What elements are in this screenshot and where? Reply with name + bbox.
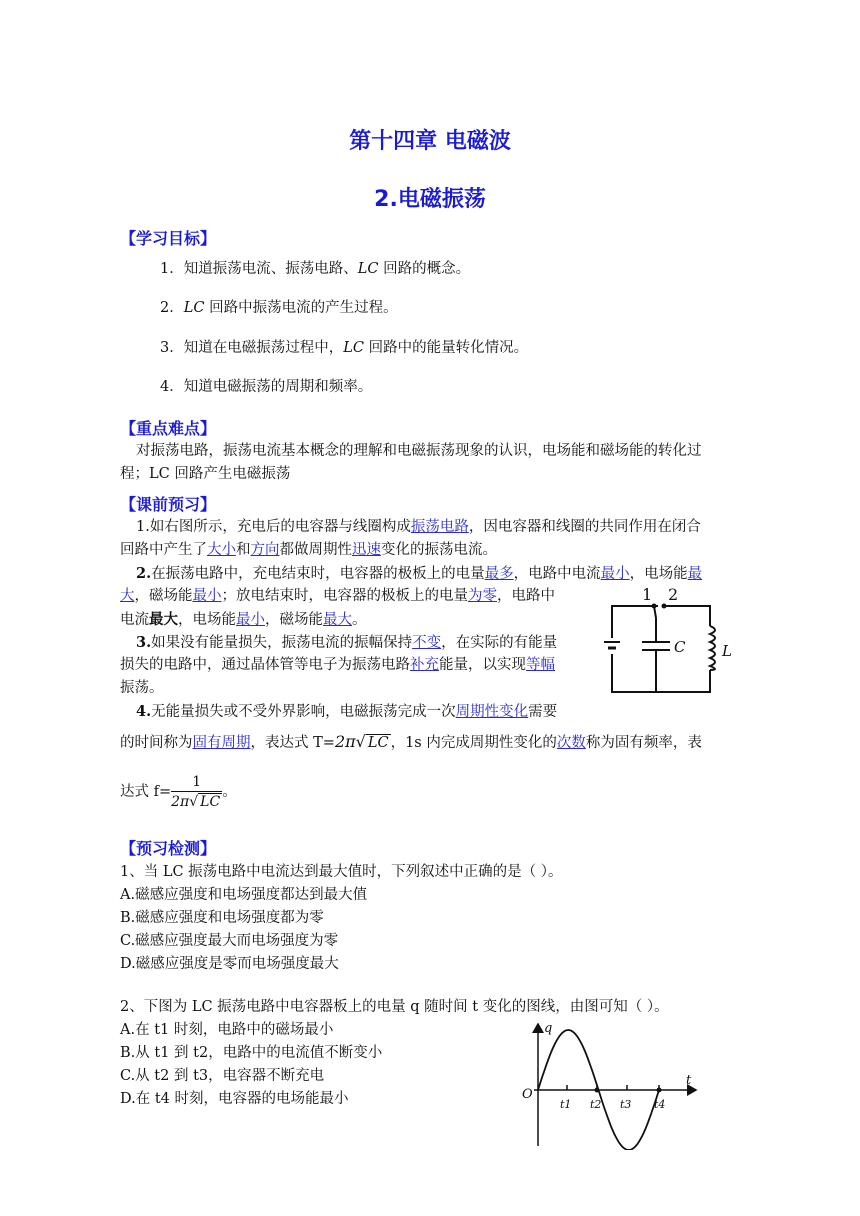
preview-p1-line2: 回路中产生了大小和方向都做周期性迅速变化的振荡电流。	[120, 542, 497, 558]
period-formula: 2π	[334, 732, 356, 751]
q-axis-label: q	[544, 1021, 553, 1036]
preview-p2-line1: 2.在振荡电路中，充电结束时，电容器的极板上的电量最多，电路中电流最小，电场能最	[136, 565, 703, 582]
lesson-title: 2.电磁振荡	[374, 187, 486, 212]
q1-option-b: B.磁感应强度和电场强度都为零	[120, 910, 324, 926]
chapter-title: 第十四章 电磁波	[349, 129, 511, 154]
q2-option-b: B.从 t1 到 t2，电路中的电流值不断变小	[120, 1045, 383, 1061]
q2-option-c: C.从 t2 到 t3，电容器不断充电	[120, 1068, 325, 1084]
switch-label-1: 1	[642, 585, 653, 604]
t1-label: t1	[560, 1098, 572, 1111]
lc-circuit-diagram	[598, 578, 738, 698]
preview-p2-line3: 电流最大，电场能最小，磁场能最大。	[120, 611, 367, 628]
preview-p4-line1: 4.无能量损失或不受外界影响，电磁振荡完成一次周期性变化需要	[136, 703, 558, 720]
preview-p4-line2: 的时间称为固有周期，表达式 T=2π√ LC ，1s 内完成周期性变化的次数称为固有频率，表	[120, 732, 702, 751]
check-heading: 【预习检测】	[120, 839, 217, 858]
q2-stem: 2、下图为 LC 振荡电路中电容器板上的电量 q 随时间 t 变化的图线，由图可知（ ）。	[120, 999, 669, 1015]
origin-label: O	[522, 1087, 533, 1102]
goal-item-3: 3．知道在电磁振荡过程中，LC 回路中的能量转化情况。	[160, 340, 529, 356]
preview-p3-line2: 损失的电路中，通过晶体管等电子为振荡电路补充能量，以实现等幅	[120, 657, 555, 673]
key-heading: 【重点难点】	[120, 419, 217, 438]
t2-label: t2	[590, 1098, 602, 1111]
q2-option-d: D.在 t4 时刻，电容器的电场能最小	[120, 1091, 349, 1107]
capacitor-label: C	[674, 638, 686, 656]
q-t-graph	[514, 1018, 704, 1150]
preview-p3-line1: 3.如果没有能量损失，振荡电流的振幅保持不变，在实际的有能量	[136, 634, 558, 651]
t4-label: t4	[654, 1098, 666, 1111]
key-line-2: 程；LC 回路产生电磁振荡	[120, 466, 291, 482]
preview-p3-line3: 振荡。	[120, 680, 164, 696]
goal-item-4: 4．知道电磁振荡的周期和频率。	[160, 379, 373, 395]
q1-stem: 1、当 LC 振荡电路中电流达到最大值时，下列叙述中正确的是（ ）。	[120, 864, 563, 880]
t3-label: t3	[620, 1098, 632, 1111]
frequency-formula: $\frac{1}{2\pi√ LC}$	[171, 773, 221, 810]
q1-option-a: A.磁感应强度和电场强度都达到最大值	[120, 887, 368, 903]
t-axis-label: t	[686, 1073, 692, 1088]
q1-option-d: D.磁感应强度是零而电场强度最大	[120, 956, 339, 972]
q2-option-a: A.在 t1 时刻，电路中的磁场最小	[120, 1022, 334, 1038]
q1-option-c: C.磁感应强度最大而电场强度为零	[120, 933, 339, 949]
preview-heading: 【课前预习】	[120, 495, 217, 514]
goal-item-2: 2．LC 回路中振荡电流的产生过程。	[160, 300, 398, 316]
preview-p1-line1: 1.如右图所示，充电后的电容器与线圈构成振荡电路，因电容器和线圈的共同作用在闭合	[136, 519, 701, 535]
preview-p4-line3: 达式 f= $\frac{1}{2\pi√ LC}$ 。	[120, 773, 237, 810]
goal-item-1: 1．知道振荡电流、振荡电路、LC 回路的概念。	[160, 261, 471, 277]
goals-heading: 【学习目标】	[120, 229, 217, 248]
key-line-1: 对振荡电路，振荡电流基本概念的理解和电磁振荡现象的认识，电场能和磁场能的转化过	[136, 443, 702, 459]
preview-p2-line2: 大，磁场能最小；放电结束时，电容器的极板上的电量为零，电路中	[120, 588, 555, 604]
switch-label-2: 2	[668, 585, 679, 604]
inductor-label: L	[722, 642, 732, 660]
